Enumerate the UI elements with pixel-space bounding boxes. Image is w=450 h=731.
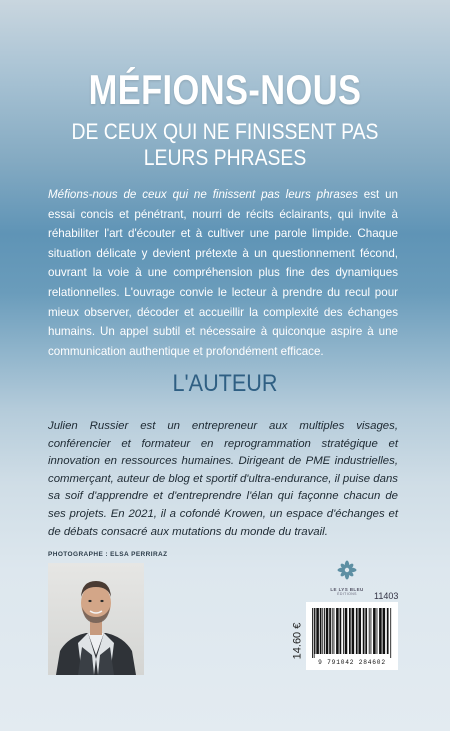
- barcode-bars: [312, 608, 392, 658]
- publisher-name: LE LYS BLEU: [330, 587, 364, 592]
- author-photo: [48, 563, 144, 675]
- publisher-sub: ÉDITIONS: [337, 592, 357, 596]
- author-bio: Julien Russier est un entrepreneur aux multiples visages, conférencier et formateur en reprogrammation stratégique et innovation en ressources humaines. Dirigeant de PME industrielles, commerçant, auteur de blog et sportif d'ultra-endurance, il puise dans sa soif d'apprendre et d'entreprendre l'élan qui façonne chacun de ses projets. En 2021, il a cofondé Krowen, un espace d'échanges et de débats consacré aux mutations du monde du travail.: [48, 420, 398, 538]
- barcode-digits: 9 791042 284602: [318, 659, 386, 666]
- subtitle-line-2: LEURS PHRASES: [143, 145, 307, 170]
- publisher-logo: [326, 560, 368, 596]
- photo-credit: PHOTOGRAPHE : ELSA PERRIRAZ: [48, 551, 168, 558]
- price-label: [289, 613, 305, 669]
- summary-book-title: Méfions-nous de ceux qui ne finissent pas leurs phrases: [48, 188, 358, 201]
- subtitle-line-1: DE CEUX QUI NE FINISSENT PAS: [71, 119, 379, 144]
- isbn-barcode: [306, 602, 398, 670]
- lily-flower-icon: [337, 560, 357, 580]
- book-subtitle: [27, 119, 423, 171]
- summary-text: est un essai concis et pénétrant, nourri de récits éclairants, qui invite à réhabiliter l'art d'écouter et à cultiver une parole limpide. Chaque situation délicate y devient prétexte à un questionnement fécond, ouvrant la voie à une compréhension plus fine des dynamiques relationnelles. L'ouvrage convie le lecteur à prendre du recul pour mieux observer, décoder et accueillir la complexité des échanges humains. Un appel subtil et nécessaire à quiconque aspire à une communication authentique et profondément efficace.: [48, 188, 399, 358]
- author-heading: L'AUTEUR: [172, 370, 278, 397]
- author-portrait-illustration: [48, 563, 144, 675]
- reference-code: 11403: [374, 591, 399, 601]
- book-summary: [48, 185, 398, 361]
- book-title: MÉFIONS-NOUS: [88, 66, 362, 113]
- price-text: 14.60 €: [291, 622, 304, 660]
